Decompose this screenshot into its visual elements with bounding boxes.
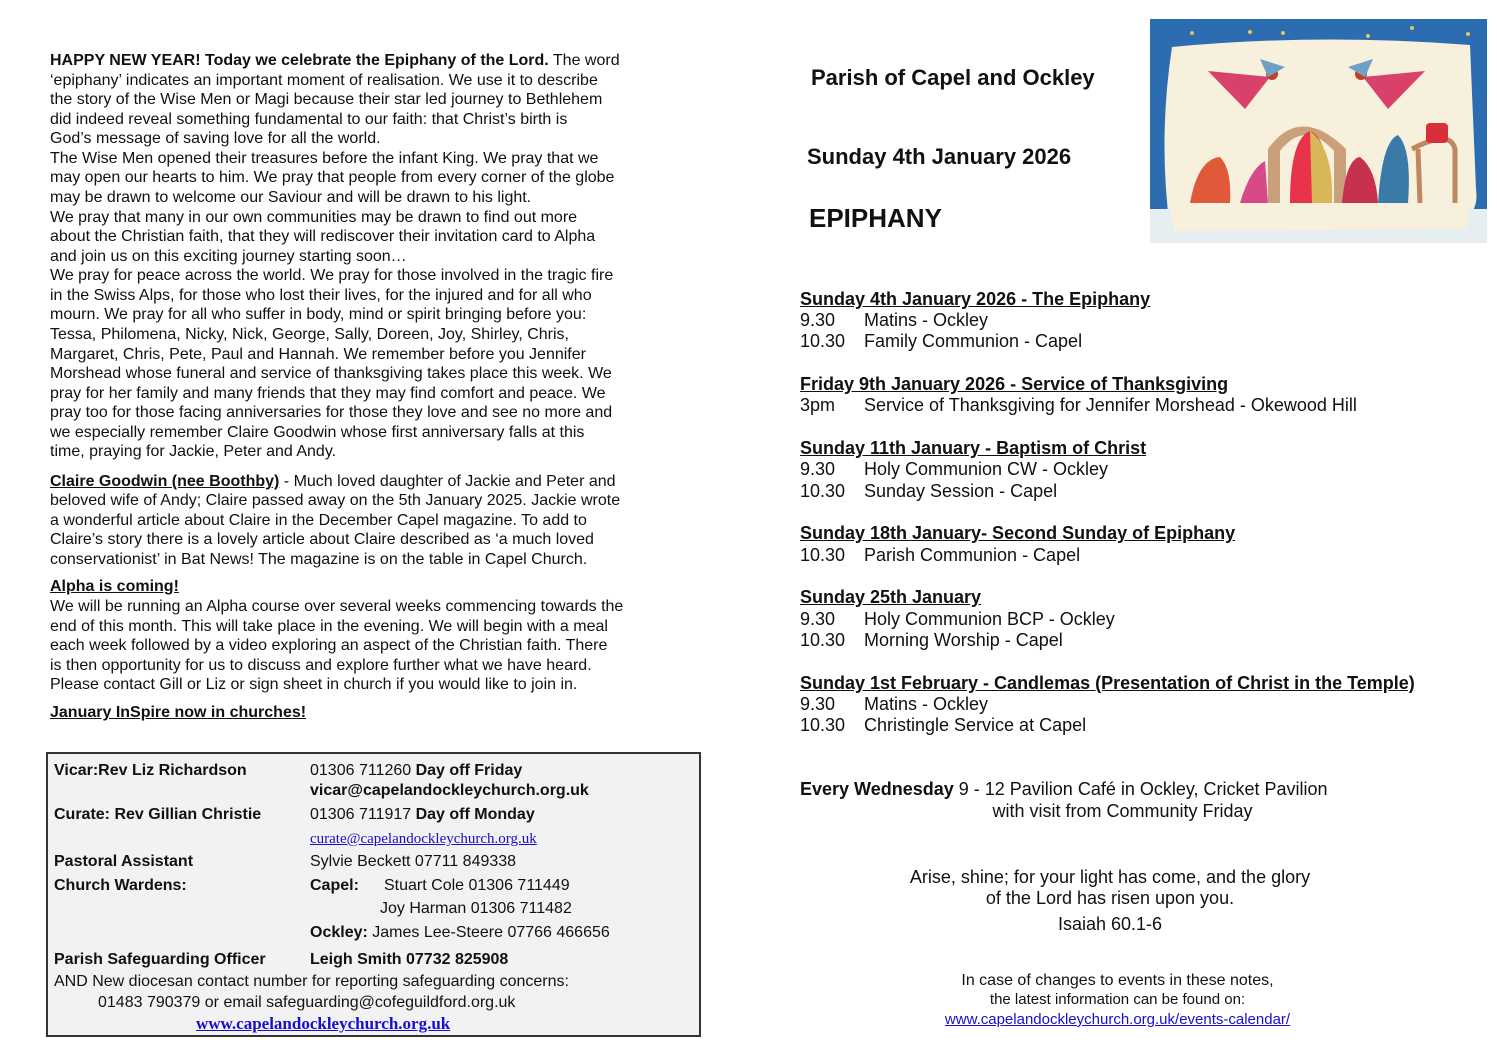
curate-email-link[interactable]: curate@capelandockleychurch.org.uk (310, 831, 537, 847)
schedule-heading: Sunday 25th January (800, 587, 982, 607)
events-calendar-link[interactable]: www.capelandockleychurch.org.uk/events-calendar/ (944, 1011, 1291, 1028)
text-line: about the Christian faith, that they will rediscover their invitation card to Alpha (50, 228, 596, 245)
text-line: may open our hearts to him. We pray that people from every corner of the globe (50, 169, 615, 186)
capel-warden-2: Joy Harman 01306 711482 (380, 900, 572, 917)
wednesday-line2: with visit from Community Friday (992, 801, 1253, 821)
verse-line-2: of the Lord has risen upon you. (985, 888, 1235, 908)
curate-dayoff: Day off Monday (415, 806, 535, 823)
text-line: pray for her family and many friends that they may find comfort and peace. We (50, 385, 606, 402)
service-time: 3pm (800, 395, 836, 415)
ockley-label: Ockley: (310, 924, 368, 941)
service-time: 9.30 (800, 310, 836, 330)
text-line: Morshead whose funeral and service of thanksgiving takes place this week. We (50, 365, 612, 382)
text-line: did indeed reveal something fundamental to our faith: that Christ’s birth is (50, 111, 568, 128)
vicar-details (310, 761, 522, 781)
text-line: in the Swiss Alps, for those who lost their lives, for the injured and for all who (50, 287, 592, 304)
pastoral-value: Sylvie Beckett 07711 849338 (310, 853, 517, 870)
footer-line-2: the latest information can be found on: (989, 991, 1246, 1008)
service-description: Holy Communion CW - Ockley (864, 459, 1109, 479)
text-line: is then opportunity for us to discuss and explore further what we have heard. (50, 657, 592, 674)
schedule-heading: Sunday 4th January 2026 - The Epiphany (800, 289, 1151, 309)
contacts-box (46, 752, 701, 1037)
service-description: Matins - Ockley (864, 310, 989, 330)
service-date: Sunday 4th January 2026 (807, 144, 1072, 169)
service-description: Sunday Session - Capel (864, 481, 1058, 501)
pastoral-label: Pastoral Assistant (54, 853, 194, 870)
capel-label: Capel: (310, 877, 359, 894)
text-line: mourn. We pray for all who suffer in body, mind or spirit bringing before you: (50, 306, 587, 323)
diocesan-contact: 01483 790379 or email safeguarding@cofeguildford.org.uk (98, 994, 516, 1011)
diocesan-line: AND New diocesan contact number for reporting safeguarding concerns: (54, 973, 569, 990)
text-line: The Wise Men opened their treasures before the infant King. We pray that we (50, 150, 599, 167)
text-line: may be drawn to welcome our Saviour and will be drawn to his light. (50, 189, 532, 206)
ockley-warden (310, 923, 610, 943)
verse-reference: Isaiah 60.1-6 (1057, 914, 1163, 934)
service-description: Morning Worship - Capel (864, 630, 1063, 650)
vicar-email[interactable]: vicar@capelandockleychurch.org.uk (310, 782, 589, 799)
curate-label: Curate: Rev Gillian Christie (54, 806, 262, 823)
service-time: 10.30 (800, 545, 846, 565)
claire-first-rest: - Much loved daughter of Jackie and Peter and (279, 473, 616, 490)
alpha-heading: Alpha is coming! (50, 578, 179, 595)
service-time: 10.30 (800, 481, 846, 501)
service-description: Service of Thanksgiving for Jennifer Morshead - Okewood Hill (864, 395, 1357, 415)
service-time: 10.30 (800, 715, 846, 735)
wednesday-bold: Every Wednesday (800, 779, 954, 799)
text-line: We will be running an Alpha course over several weeks commencing towards the (50, 598, 624, 615)
service-time: 9.30 (800, 694, 836, 714)
ockley-value: James Lee-Steere 07766 466656 (367, 924, 610, 941)
schedule-heading: Sunday 18th January- Second Sunday of Epiphany (800, 523, 1236, 543)
inspire-notice: January InSpire now in churches! (50, 704, 307, 721)
text-line: Tessa, Philomena, Nicky, Nick, George, Sally, Doreen, Joy, Shirley, Chris, (50, 326, 569, 343)
capel-warden-1: Stuart Cole 01306 711449 (384, 877, 570, 894)
text-line: time, praying for Jackie, Peter and Andy. (50, 443, 337, 460)
intro-bold: HAPPY NEW YEAR! Today we celebrate the Epiphany of the Lord. (50, 52, 549, 69)
text-line: end of this month. This will take place in the evening. We will begin with a meal (50, 618, 608, 635)
text-line: Claire’s story there is a lovely article about Claire described as ‘a much loved (50, 531, 594, 548)
vicar-phone: 01306 711260 (310, 762, 416, 779)
vicar-dayoff: Day off Friday (415, 762, 523, 779)
text-line: we especially remember Claire Goodwin whose first anniversary falls at this (50, 424, 585, 441)
nativity-picture (1150, 19, 1487, 243)
service-time: 10.30 (800, 331, 846, 351)
vicar-label: Vicar:Rev Liz Richardson (54, 762, 247, 779)
text-line: conservationist’ in Bat News! The magazine is on the table in Capel Church. (50, 551, 588, 568)
service-time: 10.30 (800, 630, 846, 650)
text-line: Please contact Gill or Liz or sign sheet in church if you would like to join in. (50, 676, 578, 693)
text-line: Margaret, Chris, Pete, Paul and Hannah. We remember before you Jennifer (50, 346, 586, 363)
intro-rest: The word (548, 52, 620, 69)
text-line: We pray that many in our own communities may be drawn to find out more (50, 209, 578, 226)
service-description: Parish Communion - Capel (864, 545, 1081, 565)
text-line: pray too for those facing anniversaries for those they love and see no more and (50, 404, 613, 421)
schedule-heading: Sunday 1st February - Candlemas (Presentation of Christ in the Temple) (800, 673, 1415, 693)
verse-line-1: Arise, shine; for your light has come, and the glory (909, 867, 1311, 887)
schedule-heading: Friday 9th January 2026 - Service of Thanksgiving (800, 374, 1229, 394)
claire-heading: Claire Goodwin (nee Boothby) (50, 473, 280, 490)
safeguarding-value: Leigh Smith 07732 825908 (310, 951, 509, 968)
wednesday-notice (800, 779, 1328, 800)
text-line: ‘epiphany’ indicates an important moment of realisation. We use it to describe (50, 72, 598, 89)
service-time: 9.30 (800, 459, 836, 479)
claire-line (50, 472, 616, 492)
service-description: Christingle Service at Capel (864, 715, 1087, 735)
text-line: and join us on this exciting journey starting soon… (50, 248, 407, 265)
website-link[interactable]: www.capelandockleychurch.org.uk (196, 1014, 451, 1033)
nativity-illustration (1150, 19, 1487, 243)
text-line: a wonderful article about Claire in the December Capel magazine. To add to (50, 512, 587, 529)
intro-line (50, 51, 620, 71)
text-line: We pray for peace across the world. We pray for those involved in the tragic fire (50, 267, 614, 284)
schedule-heading: Sunday 11th January - Baptism of Christ (800, 438, 1147, 458)
footer-line-1: In case of changes to events in these notes, (961, 972, 1274, 989)
service-description: Holy Communion BCP - Ockley (864, 609, 1115, 629)
service-description: Matins - Ockley (864, 694, 989, 714)
curate-details (310, 805, 535, 825)
service-time: 9.30 (800, 609, 836, 629)
text-line: beloved wife of Andy; Claire passed away on the 5th January 2025. Jackie wrote (50, 492, 621, 509)
text-line: each week followed by a video exploring an aspect of the Christian faith. There (50, 637, 608, 654)
service-description: Family Communion - Capel (864, 331, 1083, 351)
text-line: God’s message of saving love for all the world. (50, 130, 381, 147)
curate-phone: 01306 711917 (310, 806, 416, 823)
wardens-label: Church Wardens: (54, 877, 187, 894)
feast-title: EPIPHANY (809, 203, 942, 233)
safeguarding-label: Parish Safeguarding Officer (54, 951, 266, 968)
wednesday-rest: 9 - 12 Pavilion Café in Ockley, Cricket Pavilion (953, 779, 1328, 799)
parish-title: Parish of Capel and Ockley (811, 65, 1095, 90)
text-line: the story of the Wise Men or Magi because their star led journey to Bethlehem (50, 91, 603, 108)
